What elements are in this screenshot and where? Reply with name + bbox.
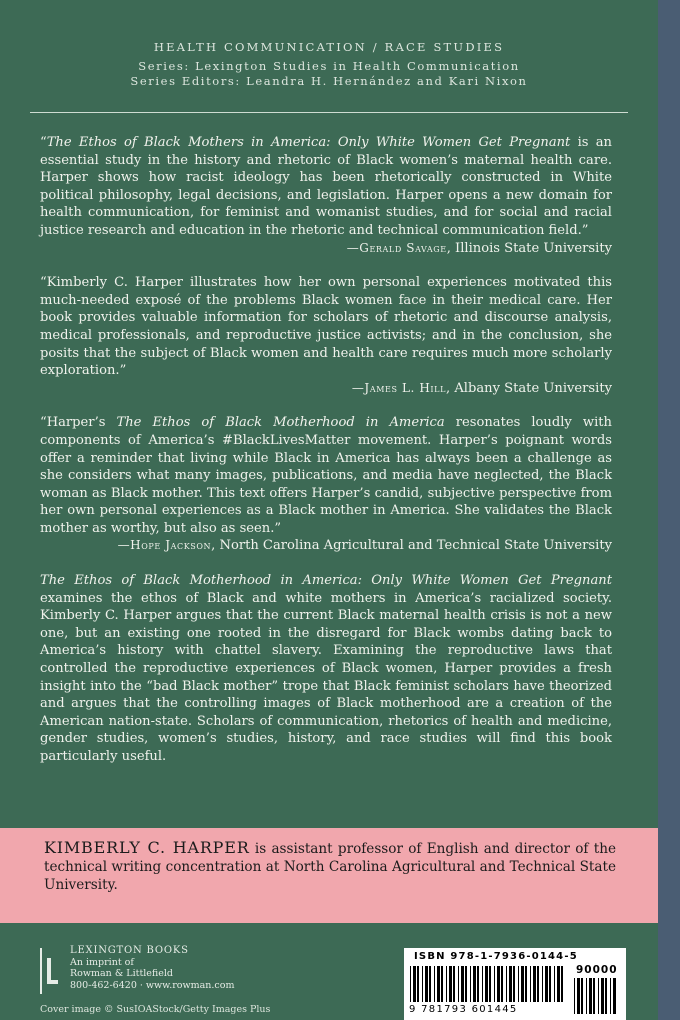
barcode-bar xyxy=(413,966,416,1002)
barcode-bar xyxy=(537,966,539,1002)
barcode-bar xyxy=(598,978,599,1014)
barcode-bar xyxy=(549,966,551,1002)
barcode-bar xyxy=(437,966,440,1002)
reviewer-name: —James L. Hill xyxy=(351,380,446,395)
reviewer-name: —Gerald Savage xyxy=(346,240,447,255)
header xyxy=(0,40,658,89)
blurb-title: The Ethos of Black Motherhood in America xyxy=(116,415,445,431)
blurb-title: The Ethos of Black Mothers in America: Only White Women Get Pregnant xyxy=(46,135,571,150)
barcode-bar xyxy=(473,966,476,1002)
blurb-attribution xyxy=(40,537,612,555)
description-text: examines the ethos of Black and white mothers in America’s racialized society. Kimberly C. Harper argues that the current Black maternal health crisis is not a new one, but an existing one rooted in the disregard for Black wombs dating back to America’s history with chattel slavery. Examining the reproductive laws that controlled the reproductive experiences of Black women, Harper provides a fresh insight into the “bad Black mother” trope that Black feminist scholars have theorized and argues that the controlling images of Black motherhood are a creation of the American nation-state. Scholars of communication, rhetorics of health and medicine, gender studies, women’s studies, history, and race studies will find this book particularly useful. xyxy=(40,590,612,764)
header-divider xyxy=(30,112,628,113)
description-title: The Ethos of Black Motherhood in America: Only White Women Get Pregnant xyxy=(40,573,612,589)
barcode-bar xyxy=(586,978,587,1014)
barcode-bar xyxy=(521,966,524,1002)
barcode-bar xyxy=(449,966,452,1002)
author-name: KIMBERLY C. HARPER xyxy=(44,838,250,857)
barcode-bar xyxy=(561,966,563,1002)
publisher-parent: Rowman & Littlefield xyxy=(70,968,174,980)
barcode-bar xyxy=(461,966,464,1002)
barcode-bar xyxy=(593,978,595,1014)
series-line: Series: Lexington Studies in Health Communication xyxy=(138,59,520,73)
barcode-bar xyxy=(577,978,580,1014)
barcode-bar xyxy=(574,978,575,1014)
barcode-bar xyxy=(589,978,592,1014)
barcode-bar xyxy=(417,966,419,1002)
price-barcode xyxy=(574,978,620,1016)
barcode-bar xyxy=(513,966,515,1002)
barcode-bar xyxy=(429,966,431,1002)
barcode-bar xyxy=(434,966,435,1002)
barcode-bar xyxy=(446,966,447,1002)
author-bio-text: is assistant professor of English and director of the technical writing concentration at North Carolina Agricultural and Technical State University. xyxy=(44,841,616,893)
barcode-bar xyxy=(581,978,583,1014)
blurb-attribution xyxy=(40,240,612,258)
barcode-bar xyxy=(482,966,483,1002)
barcode-bar xyxy=(509,966,512,1002)
barcode-bar xyxy=(470,966,471,1002)
barcode-bar xyxy=(441,966,443,1002)
barcode-bar xyxy=(545,966,548,1002)
barcode-bar xyxy=(610,978,611,1014)
ean-barcode xyxy=(410,966,570,1004)
barcode-bar xyxy=(494,966,495,1002)
barcode-bar xyxy=(601,978,604,1014)
category-line: HEALTH COMMUNICATION / RACE STUDIES xyxy=(153,40,505,54)
barcode-bar xyxy=(501,966,503,1002)
barcode-bar xyxy=(477,966,479,1002)
publisher-name: LEXINGTON BOOKS xyxy=(70,945,189,956)
barcode-bar xyxy=(530,966,531,1002)
barcode-panel xyxy=(404,948,626,1020)
publisher-info xyxy=(70,945,234,991)
barcode-bar xyxy=(533,966,536,1002)
barcode-bar xyxy=(613,978,616,1014)
series-editors-line: Series Editors: Leandra H. Hernández and Kari Nixon xyxy=(130,74,528,88)
barcode-bar xyxy=(489,966,491,1002)
blurbs-section xyxy=(40,134,612,766)
barcode-bar xyxy=(497,966,500,1002)
barcode-bar xyxy=(465,966,467,1002)
barcode-bar xyxy=(557,966,560,1002)
barcode-number: 9 781793 601445 xyxy=(409,1004,518,1015)
reviewer-affiliation: , North Carolina Agricultural and Technical State University xyxy=(211,538,612,554)
barcode-bar xyxy=(422,966,423,1002)
barcode-bar xyxy=(453,966,455,1002)
barcode-bar xyxy=(542,966,543,1002)
reviewer-name: —Hope Jackson xyxy=(117,538,212,553)
blurb-text: is an essential study in the history and rhetoric of Black women’s maternal health care. Harper shows how racist ideology has been rhetorically constructed in White political philosophy, legal decisions, and legislation. Harper opens a new domain for health communication, for feminist and womanist studies, and for social and racial justice research and education in the rhetoric and technical communication field.” xyxy=(40,135,612,238)
barcode-bar xyxy=(410,966,411,1002)
blurb-text: “Kimberly C. Harper illustrates how her own personal experiences motivated this much-needed exposé of the problems Black women face in their medical care. Her book provides valuable information for scholars of rhetoric and discourse analysis, medical professionals, and reproductive justice activists; and in the conclusion, she posits that the subject of Black women and health care requires much more scholarly exploration.” xyxy=(40,275,612,379)
book-description xyxy=(40,572,612,766)
spine-strip xyxy=(658,0,680,1020)
blurb-jackson: “Harper’s The Ethos of Black Motherhood in America resonates loudly with components of America’s #BlackLivesMatter movement. Harper’s poignant words offer a reminder that living while Black in America has always been a challenge as she considers what many images, publications, and media have neglected, the Black woman as Black mother. This text offers Harper’s candid, subjective perspective from her own personal experiences as a Black mother in America. She validates the Black mother as worthy, but also as seen.” —Hope Jackson, North Carolina Agricultural and Technical State University xyxy=(40,415,612,554)
barcode-bar xyxy=(605,978,607,1014)
barcode-bar xyxy=(554,966,555,1002)
publisher-contact: 800-462-6420 · www.rowman.com xyxy=(70,979,235,991)
publisher-imprint-line: An imprint of xyxy=(70,956,134,968)
reviewer-affiliation: , Illinois State University xyxy=(446,240,612,256)
barcode-bar xyxy=(485,966,488,1002)
barcode-bar xyxy=(425,966,428,1002)
blurb-attribution xyxy=(40,380,612,398)
blurb-hill xyxy=(40,274,612,397)
reviewer-affiliation: , Albany State University xyxy=(446,380,612,396)
price-code: 90000 xyxy=(576,964,618,976)
barcode-bar xyxy=(525,966,527,1002)
author-bio xyxy=(44,839,616,894)
isbn-text: ISBN 978-1-7936-0144-5 xyxy=(414,951,578,962)
cover-image-credit: Cover image © SusIOAStock/Getty Images Plus xyxy=(40,1004,271,1015)
blurb-savage: “The Ethos of Black Mothers in America: Only White Women Get Pregnant is an essential study in the history and rhetoric of Black women’s maternal health care. Harper shows how racist ideology has been rhetorically constructed in White political philosophy, legal decisions, and legislation. Harper opens a new domain for health communication, for feminist and womanist studies, and for social and racial justice research and education in the rhetoric and technical communication field.” —Gerald Savage, Illinois State University xyxy=(40,135,612,256)
barcode-bar xyxy=(506,966,507,1002)
barcode-bar xyxy=(518,966,519,1002)
blurb-text: resonates loudly with components of America’s #BlackLivesMatter movement. Harper’s poignant words offer a reminder that living while Black in America has always been a challenge as she considers what many images, publications, and media have neglected, the Black woman as Black mother. This text offers Harper’s candid, subjective perspective from her own personal experiences as a Black mother in America. She validates the Black mother as worthy, but also as seen.” xyxy=(40,415,612,536)
lexington-l-logo-icon xyxy=(40,948,60,994)
barcode-bar xyxy=(458,966,459,1002)
